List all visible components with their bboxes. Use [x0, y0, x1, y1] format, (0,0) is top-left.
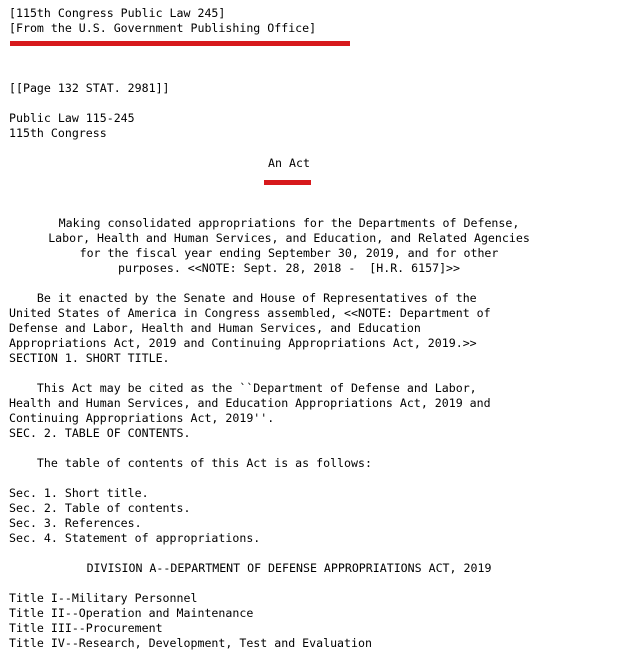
enacting-line: Defense and Labor, Health and Human Services, and Education — [9, 321, 421, 335]
title-entry: Title I--Military Personnel — [9, 591, 198, 605]
purpose-line: Labor, Health and Human Services, and Education, and Related Agencies — [48, 231, 530, 245]
title-entry: Title IV--Research, Development, Test and Evaluation — [9, 636, 372, 650]
enacting-line: Appropriations Act, 2019 and Continuing Appropriations Act, 2019.>> — [9, 336, 477, 350]
law-id: Public Law 115-245 — [9, 111, 135, 125]
toc-entry: Sec. 2. Table of contents. — [9, 501, 191, 515]
toc-intro: The table of contents of this Act is as follows: — [9, 456, 372, 470]
section-1-heading: SECTION 1. SHORT TITLE. — [9, 351, 170, 365]
header-congress-law: [115th Congress Public Law 245] — [9, 6, 226, 20]
toc-entry: Sec. 3. References. — [9, 516, 142, 530]
division-heading: DIVISION A--DEPARTMENT OF DEFENSE APPROPRIATIONS ACT, 2019 — [86, 561, 492, 575]
act-heading: An Act — [268, 156, 310, 170]
toc-entry: Sec. 4. Statement of appropriations. — [9, 531, 261, 545]
toc-entry: Sec. 1. Short title. — [9, 486, 149, 500]
header-source: [From the U.S. Government Publishing Office] — [9, 21, 317, 35]
enacting-line: Be it enacted by the Senate and House of Representatives of the — [9, 291, 477, 305]
purpose-line: purposes. <<NOTE: Sept. 28, 2018 - [H.R. 6157]>> — [117, 261, 461, 275]
short-title-line: Continuing Appropriations Act, 2019''. — [9, 411, 275, 425]
section-2-heading: SEC. 2. TABLE OF CONTENTS. — [9, 426, 191, 440]
congress-label: 115th Congress — [9, 126, 107, 140]
act-heading-underline — [264, 180, 311, 185]
title-entry: Title III--Procurement — [9, 621, 163, 635]
enacting-line: United States of America in Congress assembled, <<NOTE: Department of — [9, 306, 491, 320]
short-title-line: Health and Human Services, and Education Appropriations Act, 2019 and — [9, 396, 491, 410]
page-reference: [[Page 132 STAT. 2981]] — [9, 81, 170, 95]
short-title-line: This Act may be cited as the ``Department of Defense and Labor, — [9, 381, 477, 395]
title-entry: Title II--Operation and Maintenance — [9, 606, 254, 620]
source-underline — [10, 41, 350, 46]
purpose-line: Making consolidated appropriations for the Departments of Defense, — [58, 216, 520, 230]
purpose-line: for the fiscal year ending September 30, 2019, and for other — [79, 246, 499, 260]
law-document — [9, 6, 629, 651]
